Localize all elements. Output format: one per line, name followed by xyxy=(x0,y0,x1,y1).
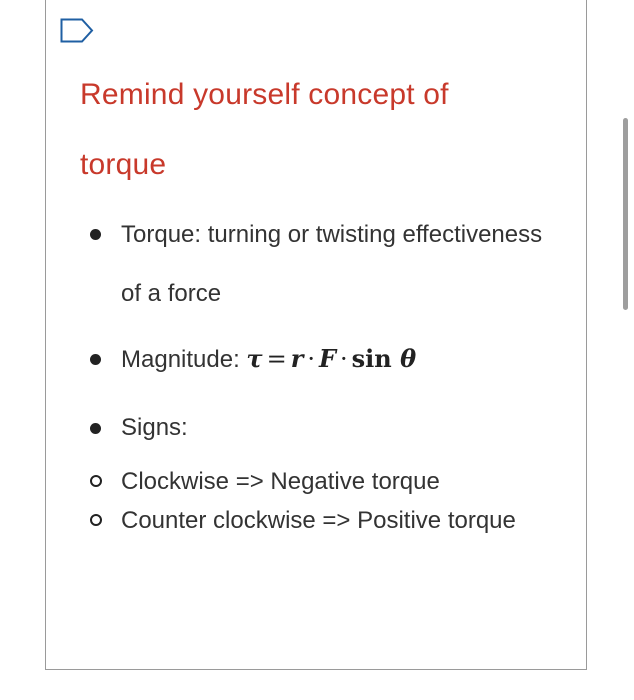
list-item xyxy=(80,408,560,448)
sub-bullet-text: Clockwise => Negative torque xyxy=(121,468,440,495)
bullet-icon xyxy=(90,423,101,434)
flag-icon[interactable] xyxy=(60,18,96,46)
list-item xyxy=(80,205,560,323)
sub-list-item xyxy=(80,501,560,540)
circle-bullet-icon xyxy=(90,475,102,487)
scrollbar[interactable] xyxy=(623,118,628,310)
torque-formula xyxy=(246,344,416,373)
circle-bullet-icon xyxy=(90,514,102,526)
formula-sin: sin xyxy=(351,344,392,373)
sub-bullet-text: Counter clockwise => Positive torque xyxy=(121,507,516,534)
bullet-icon xyxy=(90,354,101,365)
formula-tau: τ xyxy=(246,344,263,373)
list-item xyxy=(80,339,560,380)
bullet-label: Magnitude: xyxy=(121,346,247,373)
formula-equals: = xyxy=(266,345,287,373)
formula-dot: · xyxy=(340,345,348,373)
formula-r: r xyxy=(290,344,304,373)
bullet-text: Torque: turning or twisting effectiveness of a force xyxy=(121,221,543,307)
card-title: Remind yourself concept of torque xyxy=(80,78,449,181)
bullet-list xyxy=(80,205,560,540)
bullet-icon xyxy=(90,229,101,240)
sub-list-item xyxy=(80,462,560,501)
formula-theta: θ xyxy=(400,344,417,373)
formula-dot: · xyxy=(307,345,315,373)
formula-F: F xyxy=(318,344,337,373)
bullet-text: Signs: xyxy=(121,414,188,441)
